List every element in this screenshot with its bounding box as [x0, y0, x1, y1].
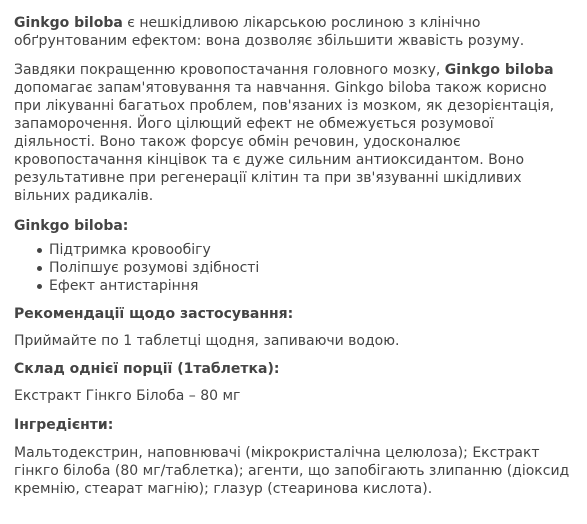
composition-heading: Склад однієї порції (1таблетка):: [14, 361, 280, 377]
benefit-label: Поліпшує розумові здібності: [49, 260, 260, 276]
description-text-after: допомагає запам'ятовування та навчання. Ginkgo biloba також корисно при лікуванні багатьох проблем, пов'язаних із мозком, як дезорієнтація, запаморочення. Його цілющий ефект не обмежується розумової діяльності. Воно також форсує обмін речовин, удосконалює кровопостачання кінцівок та є дуже сильним антиоксидантом. Воно результативне при регенерації клітин та при зв'язуванні шкідливих вільних радикалів.: [14, 80, 555, 204]
list-item: [37, 259, 577, 277]
list-item: [37, 241, 577, 259]
description-paragraph: [14, 61, 577, 205]
benefits-list: [14, 241, 577, 295]
description-text-before: Завдяки покращенню кровопостачання головного мозку,: [14, 62, 445, 78]
intro-brand: Ginkgo biloba: [14, 15, 123, 31]
composition-text: Екстракт Гінкго Білоба – 80 мг: [14, 388, 241, 404]
bullet-icon: [37, 284, 42, 289]
bullet-icon: [37, 248, 42, 253]
benefit-label: Ефект антистаріння: [49, 278, 199, 294]
description-brand: Ginkgo biloba: [444, 62, 554, 78]
ingredients-heading: Інгредієнти:: [14, 417, 114, 433]
intro-text: є нешкідливою лікарською рослиною з клінічно обґрунтованим ефектом: вона дозволяє збільшити жвавість розуму.: [14, 15, 525, 49]
recommendations-text: Приймайте по 1 таблетці щодня, запиваючи водою.: [14, 333, 400, 349]
intro-paragraph: [14, 14, 577, 50]
benefit-label: Підтримка кровообігу: [49, 242, 211, 258]
bullet-icon: [37, 266, 42, 271]
recommendations-heading: Рекомендації щодо застосування:: [14, 306, 294, 322]
list-item: [37, 277, 577, 295]
ingredients-text: Мальтодекстрин, наповнювачі (мікрокристалічна целюлоза); Екстракт гінкго білоба (80 мг/таблетка); агенти, що запобігають злипанню (діоксид кремнію, стеарат магнію); глазур (стеаринова кислота).: [14, 445, 570, 497]
benefits-heading: Ginkgo biloba:: [14, 218, 129, 234]
